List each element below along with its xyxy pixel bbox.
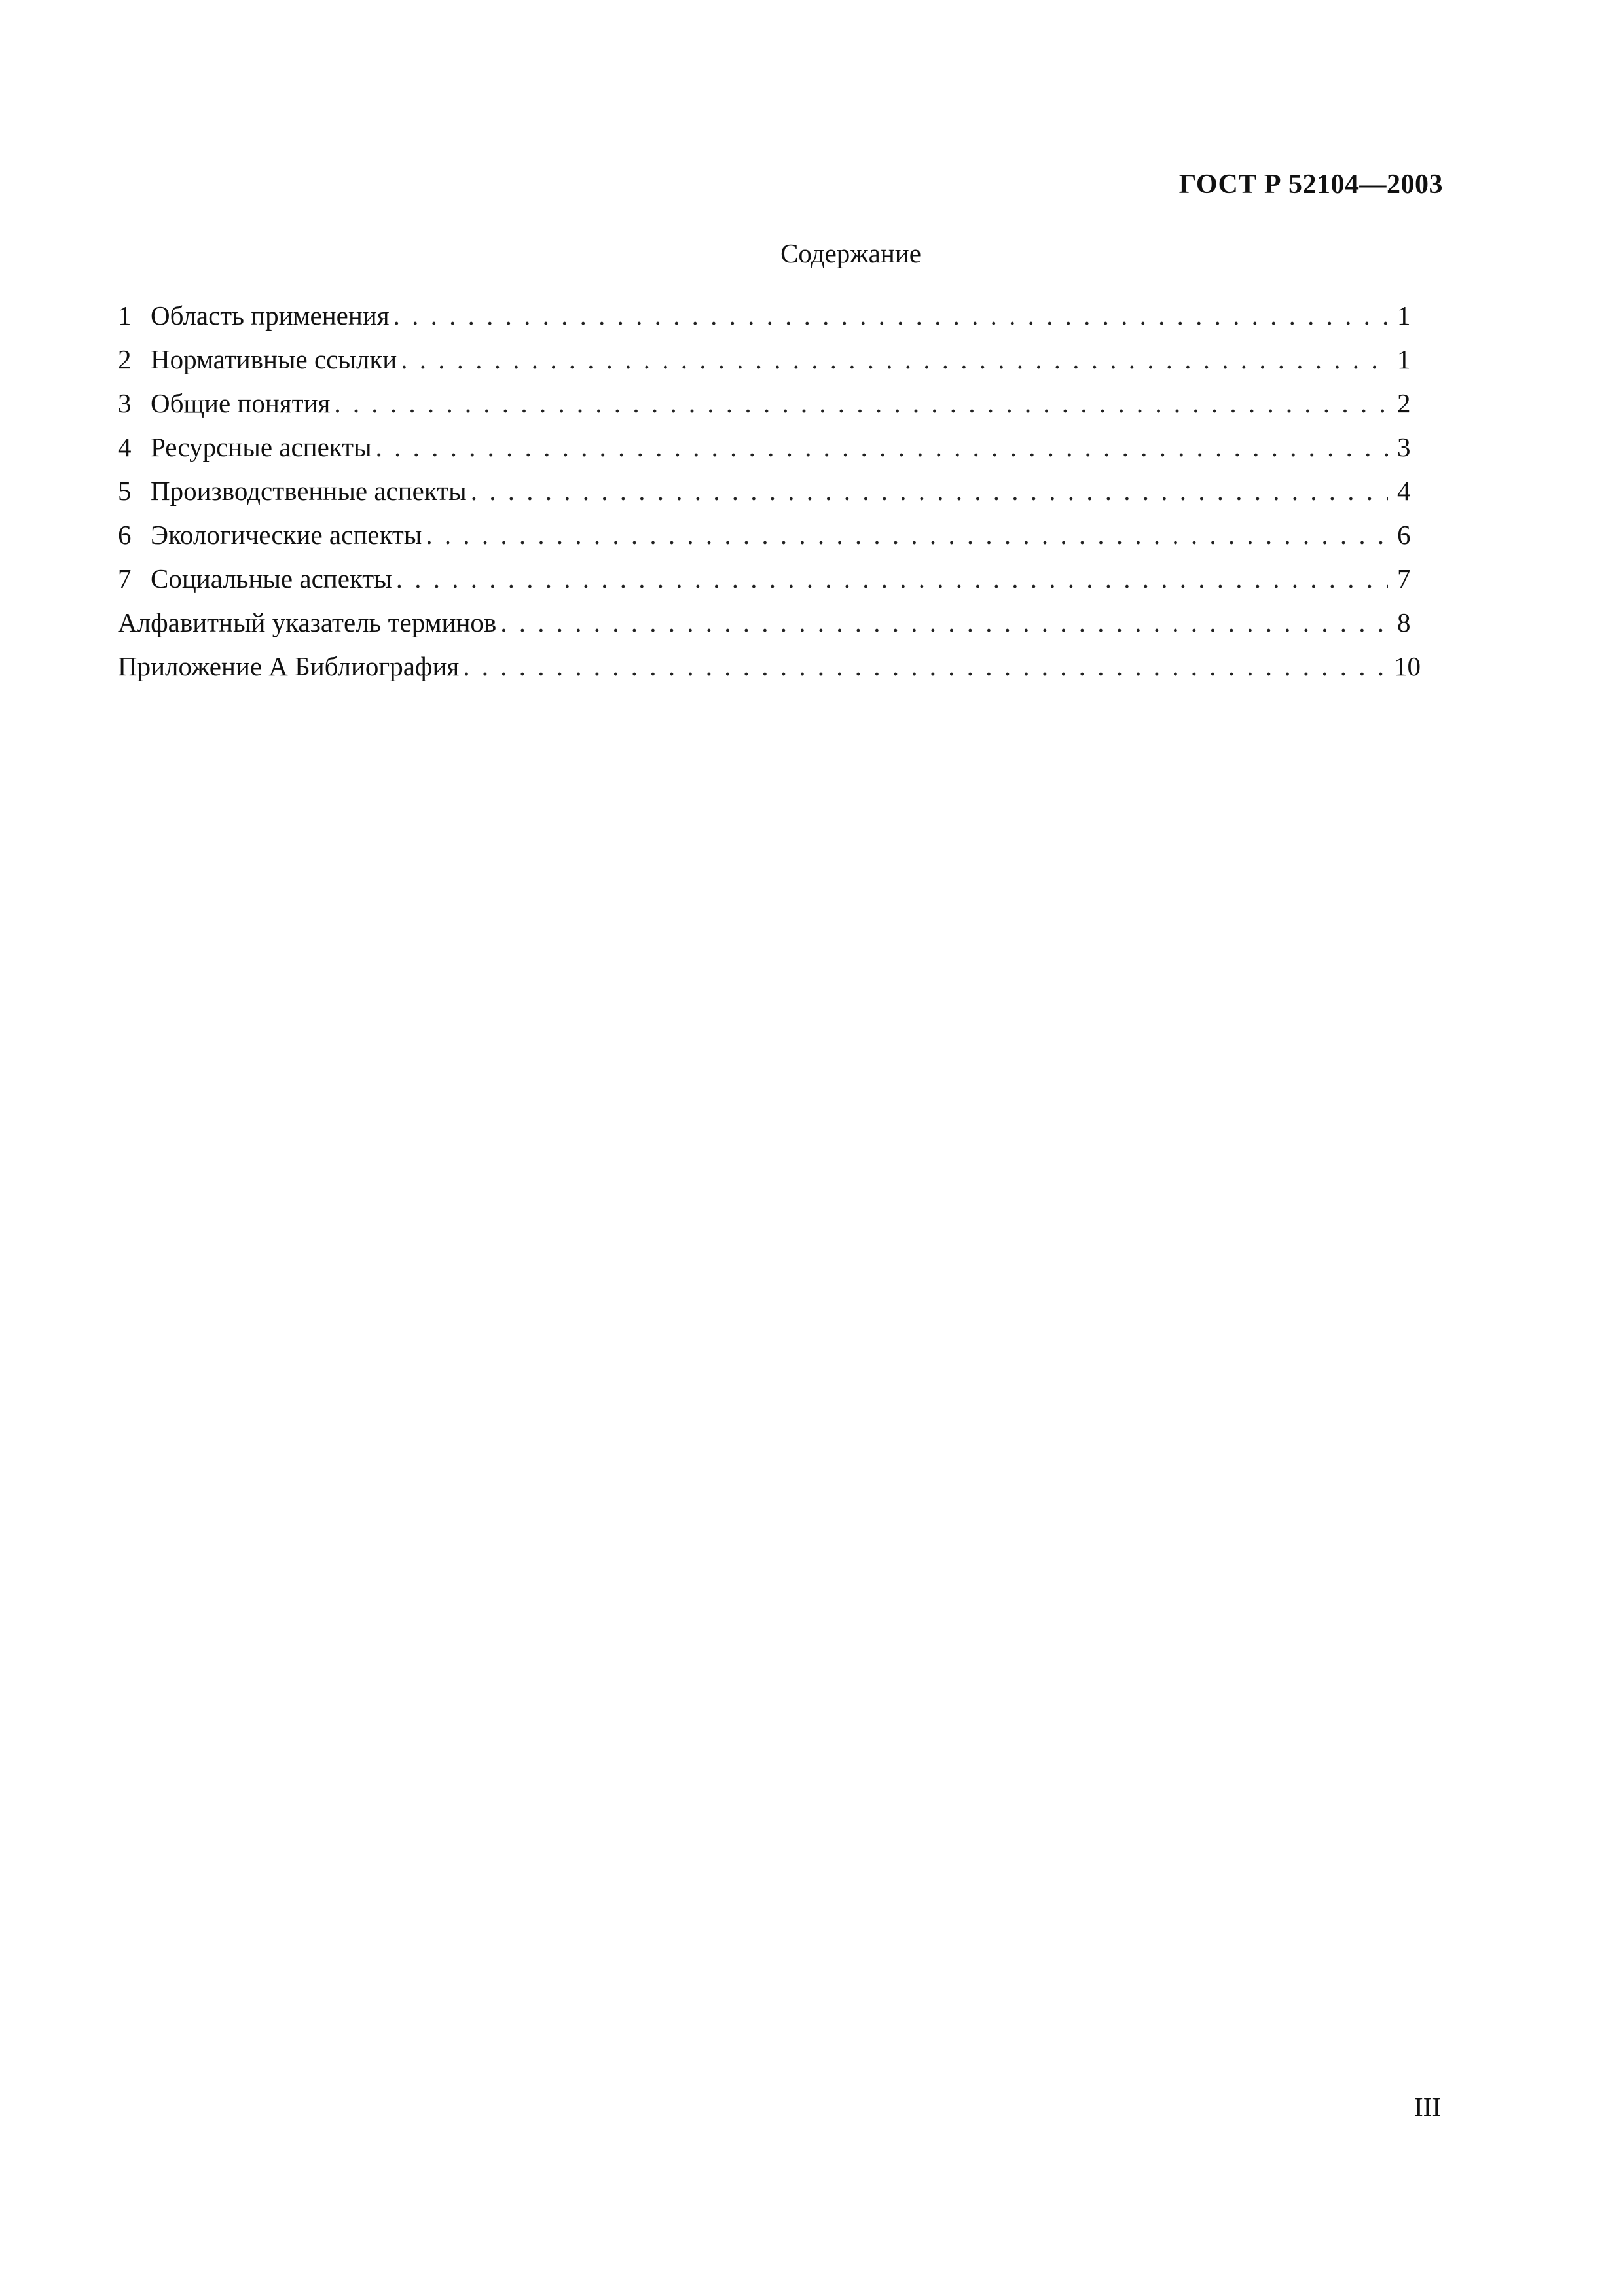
toc-title: Содержание — [780, 238, 921, 268]
toc-entry-page: 8 — [1397, 607, 1411, 637]
table-of-contents — [118, 300, 1421, 694]
toc-entry-number: 6 — [118, 520, 132, 550]
dot-leader — [401, 344, 1388, 375]
dot-leader — [393, 300, 1388, 331]
toc-entry-production-aspects[interactable] — [118, 475, 1421, 519]
toc-entry-page: 1 — [1397, 344, 1411, 374]
dot-leader — [500, 607, 1388, 638]
dot-leader — [463, 651, 1385, 682]
dot-leader — [426, 519, 1388, 550]
toc-entry-number: 7 — [118, 564, 132, 594]
toc-entry-number: 2 — [118, 344, 132, 374]
toc-entry-label: Нормативные ссылки — [151, 344, 397, 374]
toc-entry-page: 3 — [1397, 432, 1411, 462]
toc-entry-alphabetical-index[interactable] — [118, 607, 1421, 651]
toc-entry-page: 6 — [1397, 520, 1411, 550]
toc-entry-resource-aspects[interactable] — [118, 431, 1421, 475]
toc-entry-label: Алфавитный указатель терминов — [118, 607, 497, 637]
toc-entry-page: 4 — [1397, 476, 1411, 506]
toc-entry-label: Экологические аспекты — [151, 520, 422, 550]
toc-entry-ecological-aspects[interactable] — [118, 519, 1421, 563]
document-code: ГОСТ Р 52104—2003 — [1178, 170, 1443, 200]
toc-entry-general-concepts[interactable] — [118, 387, 1421, 431]
toc-entry-number: 4 — [118, 432, 132, 462]
toc-entry-page: 2 — [1397, 388, 1411, 418]
toc-entry-normative-references[interactable] — [118, 344, 1421, 387]
toc-entry-page: 10 — [1394, 651, 1421, 681]
toc-entry-social-aspects[interactable] — [118, 563, 1421, 607]
toc-entry-label: Приложение А Библиография — [118, 651, 460, 681]
toc-entry-label: Социальные аспекты — [151, 564, 392, 594]
toc-entry-number: 3 — [118, 388, 132, 418]
toc-entry-label: Область применения — [151, 300, 390, 331]
toc-entry-number: 5 — [118, 476, 132, 506]
dot-leader — [396, 563, 1388, 594]
dot-leader — [376, 431, 1388, 463]
page-number: III — [1414, 2092, 1441, 2122]
toc-entry-label: Ресурсные аспекты — [151, 432, 372, 462]
toc-entry-scope[interactable] — [118, 300, 1421, 344]
toc-entry-number: 1 — [118, 300, 132, 331]
toc-entry-label: Общие понятия — [151, 388, 331, 418]
toc-entry-page: 7 — [1397, 564, 1411, 594]
toc-entry-label: Производственные аспекты — [151, 476, 467, 506]
toc-entry-page: 1 — [1397, 300, 1411, 331]
toc-entry-appendix-bibliography[interactable] — [118, 651, 1421, 694]
dot-leader — [471, 475, 1388, 507]
dot-leader — [334, 387, 1388, 419]
